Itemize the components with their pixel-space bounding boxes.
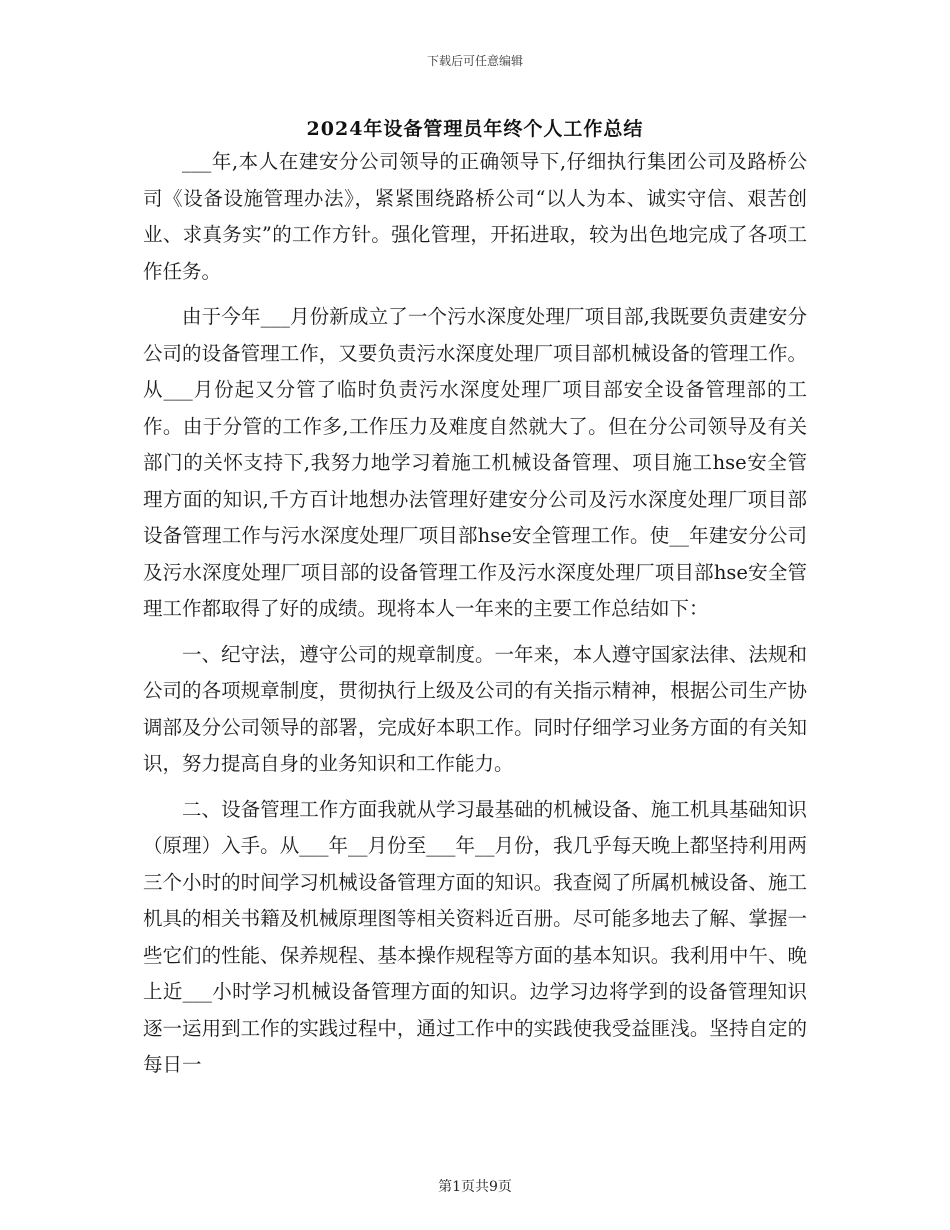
paragraph-background: 由于今年___月份新成立了一个污水深度处理厂项目部,我既要负责建安分公司的设备管理工作，又要负责污水深度处理厂项目部机械设备的管理工作。从___月份起又分管了临时负责污水深度处理厂项目部安全设备管理部的工作。由于分管的工作多,工作压力及难度自然就大了。但在分公司领导及有关部门的关怀支持下,我努力地学习着施工机械设备管理、项目施工hse安全管理方面的知识,千方百计地想办法管理好建安分公司及污水深度处理厂项目部设备管理工作与污水深度处理厂项目部hse安全管理工作。使__年建安分公司及污水深度处理厂项目部的设备管理工作及污水深度处理厂项目部hse安全管理工作都取得了好的成绩。现将本人一年来的主要工作总结如下： [143, 305, 807, 620]
page-number-footer: 第1页共9页 [438, 1179, 512, 1195]
page-header-note: 下载后可任意编辑 [426, 54, 523, 68]
paragraph-section-one: 一、纪守法，遵守公司的规章制度。一年来，本人遵守国家法律、法规和公司的各项规章制度，贯彻执行上级及公司的有关指示精神，根据公司生产协调部及分公司领导的部署，完成好本职工作。同时仔细学习业务方面的有关知识，努力提高自身的业务知识和工作能力。 [143, 642, 807, 775]
paragraph-section-two: 二、设备管理工作方面我就从学习最基础的机械设备、施工机具基础知识（原理）入手。从___年__月份至___年__月份，我几乎每天晚上都坚持利用两三个小时的时间学习机械设备管理方面的知识。我查阅了所属机械设备、施工机具的相关书籍及机械原理图等相关资料近百册。尽可能多地去了解、掌握一些它们的性能、保养规程、基本操作规程等方面的基本知识。我利用中午、晚上近___小时学习机械设备管理方面的知识。边学习边将学到的设备管理知识逐一运用到工作的实践过程中，通过工作中的实践使我受益匪浅。坚持自定的每日一 [143, 797, 807, 1076]
document-body [143, 144, 807, 1084]
paragraph-intro: ___年,本人在建安分公司领导的正确领导下,仔细执行集团公司及路桥公司《设备设施管理办法》，紧紧围绕路桥公司“以人为本、诚实守信、艰苦创业、求真务实”的工作方针。强化管理，开拓进取，较为出色地完成了各项工作任务。 [143, 150, 807, 283]
document-title: 2024年设备管理员年终个人工作总结 [306, 118, 644, 140]
